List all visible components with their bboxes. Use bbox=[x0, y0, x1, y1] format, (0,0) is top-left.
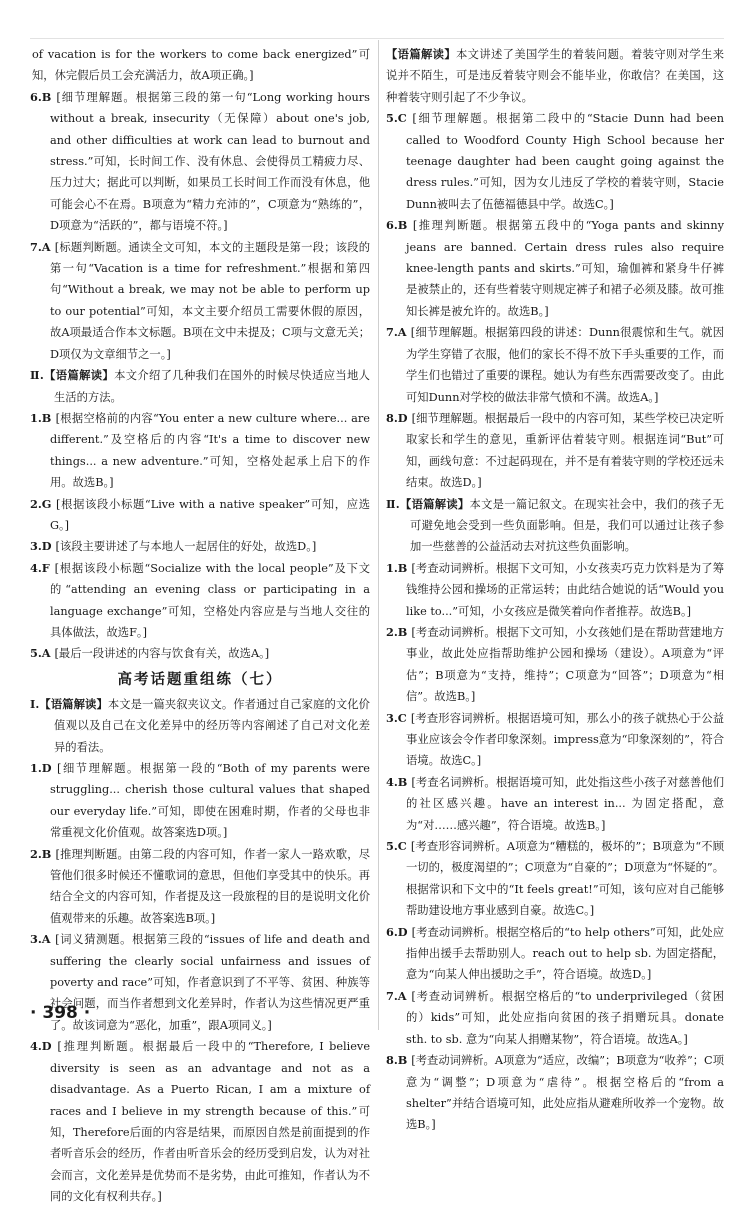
answer-key: 7.A bbox=[30, 239, 55, 254]
page-number: · 398 · bbox=[30, 1003, 91, 1023]
answer-key: 1.B bbox=[30, 410, 56, 425]
answer-item bbox=[30, 494, 370, 537]
answer-key: 7.A bbox=[386, 325, 411, 340]
answer-key: 5.C bbox=[386, 111, 413, 126]
answer-explanation: [考查形容词辨析。A项意为“糟糕的，极坏的”；B项意为“不顾一切的，极度渴望的”；C项意为“自豪的”；D项意为“怀疑的”。根据常识和下文中的“It feels great!”可知，该句应对自己能够帮助建设地方事业感到自豪。故选C。] bbox=[406, 840, 724, 918]
answer-explanation: [推理判断题。根据第五段中的“Yoga pants and skinny jeans are banned. Certain dress rules also require knee-length pants and skirts.”可知，瑜伽裤和紧身牛仔裤是被禁止的，还有些着装守则规定裤子和裙子必须及膝。故可推知长裤是被允许的。故选B。] bbox=[406, 219, 724, 318]
answer-key: 5.A bbox=[30, 646, 55, 661]
answer-item bbox=[30, 408, 370, 494]
section-number: Ⅱ. bbox=[30, 368, 44, 383]
left-column bbox=[30, 44, 370, 1208]
summary-tag: 【语篇解读】 bbox=[43, 368, 115, 383]
answer-item bbox=[386, 1050, 724, 1136]
answer-explanation: [词义猜测题。根据第三段的“issues of life and death and suffering the clearly social unfairness and issues of poverty and race”可知，作者意识到了不平等、贫困、种族等社会问题，而当作者想到文化差异时，作者认为这些情况更严重了。故该词意为“恶化，加重”，跟A项同义。] bbox=[50, 933, 370, 1032]
answer-key: 8.B bbox=[386, 1053, 412, 1068]
answer-item bbox=[386, 108, 724, 215]
answer-explanation: [考查动词辨析。根据空格后的“to help others”可知，此处应指伸出援手去帮助别人。reach out to help sb. 为固定搭配，意为“向某人伸出援助之手”，符合语境。故选D。] bbox=[406, 925, 724, 982]
summary-tag: 【语篇解读】 bbox=[399, 496, 470, 511]
answer-explanation: [根据该段小标题“Live with a native speaker”可知，应选G。] bbox=[50, 497, 370, 532]
answer-explanation: [考查动词辨析。根据下文可知，小女孩卖巧克力饮料是为了筹钱维持公园和操场的正常运转；由此结合她说的话“Would you like to...”可知，小女孩应是微笑着向作者推荐。故选B。] bbox=[406, 561, 724, 618]
answer-item bbox=[30, 536, 370, 557]
section-number: Ⅱ. bbox=[386, 496, 400, 511]
continued-paragraph: of vacation is for the workers to come back energized”可知，休完假后员工会充满活力，故A项正确。] bbox=[32, 48, 370, 83]
answer-key: 7.A bbox=[386, 988, 412, 1003]
answer-key: 1.D bbox=[30, 761, 58, 775]
answer-explanation: [细节理解题。根据最后一段中的内容可知，某些学校已决定听取家长和学生的意见，重新评估着装守则。根据连词“But”可知，画线句意：不过起码现在，并不是有着装守则的学校还远未结束。故选D。] bbox=[406, 411, 724, 490]
answer-explanation: [考查名词辨析。根据语境可知，此处指这些小孩子对慈善他们的社区感兴趣。have an interest in... 为固定搭配，意为“对……感兴趣”，符合语境。故选B。] bbox=[406, 775, 724, 832]
answer-item bbox=[386, 215, 724, 322]
summary-tag: 【语篇解读】 bbox=[386, 47, 457, 61]
answer-item bbox=[386, 408, 724, 494]
summary-text: 本文讲述了美国学生的着装问题。着装守则对学生来说并不陌生，可是违反着装守则会不能毕业，你敢信？在美国，这种着装守则引起了不少争议。 bbox=[386, 48, 724, 104]
answer-item bbox=[30, 87, 370, 237]
reading-summary bbox=[386, 494, 724, 558]
answer-explanation: [考查动词辨析。根据下文可知，小女孩她们是在帮助营建地方事业，故此处应指帮助维护公园和操场（建设）。A项意为“评估”；B项意为“支持，维持”；C项意为“回答”；D项意为“相信”。故选B。] bbox=[406, 625, 724, 704]
section-number: Ⅰ. bbox=[30, 696, 40, 711]
answer-item bbox=[386, 322, 724, 408]
top-rule bbox=[30, 38, 724, 39]
reading-summary bbox=[30, 365, 370, 408]
answer-explanation: [细节理解题。根据第三段的第一句“Long working hours without a break, insecurity（无保障）about one's job, and other difficulties at work can lead to burnout and stress.”可知，长时间工作、没有休息、会使得员工精疲力尽、压力过大；据此可以判断，如果员工长时间工作而没有休息，他可能会心不在焉。B项意为“精力充沛的”，C项意为“熟练的”，D项意为“活跃的”，都与语境不符。] bbox=[50, 90, 370, 233]
answer-item bbox=[30, 237, 370, 365]
answer-item bbox=[386, 922, 724, 986]
answer-key: 4.B bbox=[386, 774, 412, 789]
answer-key: 5.C bbox=[386, 839, 411, 854]
answer-item bbox=[30, 558, 370, 644]
answer-key: 8.D bbox=[386, 410, 412, 425]
answer-key: 4.D bbox=[30, 1039, 58, 1054]
answer-item bbox=[30, 758, 370, 844]
answer-explanation: [考查动词辨析。A项意为“适应，改编”；B项意为“收养”；C项意为“调整”；D项意为“虐待”。根据空格后的“from a shelter”并结合语境可知，此处应指从避难所收养一个宠物。故选B。] bbox=[406, 1054, 724, 1132]
answer-key: 6.B bbox=[30, 89, 57, 104]
answer-explanation: [细节理解题。根据第二段中的“Stacie Dunn had been called to Woodford County High School because her teenage daughter had been caught going against the dress rules.”可知，因为女儿违反了学校的着装守则，Stacie Dunn被叫去了伍德福德县中学。故选C。] bbox=[406, 112, 724, 211]
answer-explanation: [细节理解题。根据第一段的“Both of my parents were struggling... cherish those cultural values that shaped our everyday life.”可知，即使在困难时期，作者的父母也非常重视文化价值观。故答案选D项。] bbox=[50, 762, 370, 840]
answer-key: 3.C bbox=[386, 710, 411, 725]
answer-key: 6.D bbox=[386, 924, 412, 939]
answer-explanation: [推理判断题。由第二段的内容可知，作者一家人一路欢歌，尽管他们很多时候还不懂歌词的意思，但他们享受其中的快乐。再结合全文的内容可知，作者提及这一段旅程的目的是说明文化价值观带来的乐趣。故答案选B项。] bbox=[50, 847, 370, 925]
answer-key: 2.G bbox=[30, 496, 57, 511]
answer-item bbox=[386, 708, 724, 772]
answer-item bbox=[386, 558, 724, 622]
section-title: 高考话题重组练（七） bbox=[117, 671, 283, 688]
answer-explanation: [该段主要讲述了与本地人一起居住的好处，故选D。] bbox=[55, 540, 317, 554]
answer-item bbox=[30, 643, 370, 664]
summary-tag: 【语篇解读】 bbox=[39, 696, 108, 711]
summary-text: 本文是一篇记叙文。在现实社会中，我们的孩子无可避免地会受到一些负面影响。但是，我们可以通过让孩子参加一些慈善的公益活动去对抗这些负面影响。 bbox=[410, 497, 724, 554]
summary-text: 本文是一篇夹叙夹议文。作者通过自己家庭的文化价值观以及自己在文化差异中的经历等内容阐述了自己对文化差异的看法。 bbox=[54, 697, 370, 754]
answer-item bbox=[386, 986, 724, 1050]
answer-item bbox=[30, 844, 370, 930]
answer-item bbox=[386, 836, 724, 922]
answer-key: 2.B bbox=[30, 846, 56, 861]
answer-key: 1.B bbox=[386, 560, 412, 575]
answer-explanation: [考查动词辨析。根据空格后的“to underprivileged（贫困的）kids”可知，此处应指向贫困的孩子捐赠玩具。donate sth. to sb. 意为“向某人捐赠某物”，符合语境。故选A。] bbox=[406, 989, 724, 1046]
answer-key: 3.D bbox=[30, 539, 56, 554]
answer-key: 3.A bbox=[30, 932, 56, 947]
answer-explanation: [根据空格前的内容“You enter a new culture where... are different.”及空格后的内容“It's a time to discover new things... a new adventure.”可知，空格处起承上启下的作用。故选B。] bbox=[50, 411, 370, 490]
reading-summary bbox=[386, 44, 724, 108]
answer-explanation: [细节理解题。根据第四段的讲述：Dunn很震惊和生气。就因为学生穿错了衣服，他们的家长不得不放下手头重要的工作，而学生们也错过了重要的课程。她认为有些东西需要改变了。由此可知Dunn对学校的做法非常气愤和不满。故选A。] bbox=[406, 326, 724, 404]
answer-key: 4.F bbox=[30, 560, 55, 575]
answer-explanation: [考查形容词辨析。根据语境可知，那么小的孩子就热心于公益事业应该会令作者印象深刻。impress意为“印象深刻的”，符合语境。故选C。] bbox=[406, 711, 724, 768]
reading-summary bbox=[30, 694, 370, 758]
answer-key: 2.B bbox=[386, 624, 412, 639]
answer-explanation: [根据该段小标题“Socialize with the local people”及下文的“attending an evening class or participating in a language exchange”可知，空格处内容应是与当地人交往的具体做法，故选F。] bbox=[50, 561, 370, 639]
column-divider bbox=[378, 40, 379, 1030]
right-column bbox=[386, 44, 724, 1136]
answer-explanation: [最后一段讲述的内容与饮食有关，故选A。] bbox=[54, 647, 270, 661]
answer-key: 6.B bbox=[386, 218, 413, 233]
answer-explanation: [标题判断题。通读全文可知，本文的主题段是第一段；该段的第一句“Vacation is a time for refreshment.”根据和第四句“Without a break, we may not be able to perform up to our potential”可知，本文主要介绍员工需要休假的原因，故A项最适合作本文标题。B项在文中未提及；C项与文意无关；D项仅为文章细节之一。] bbox=[50, 240, 370, 361]
answer-item bbox=[30, 1036, 370, 1207]
answer-item bbox=[386, 772, 724, 836]
summary-text: 本文介绍了几种我们在国外的时候尽快适应当地人生活的方法。 bbox=[54, 369, 370, 404]
answer-explanation: [推理判断题。根据最后一段中的“Therefore, I believe diversity is seen as an advantage and not as a disadvantage. As a Puerto Rican, I am a mixture of races and I believe in my strength because of this.”可知，Therefore后面的内容是结果，而原因自然是前面提到的作者听音乐会的经历，作者由听音乐会的经历受到启发，认为对社会而言，文化差异是优势而不是劣势，由此可推知，作者认为不同的文化有权利共存。] bbox=[50, 1040, 371, 1204]
answer-item bbox=[386, 622, 724, 708]
